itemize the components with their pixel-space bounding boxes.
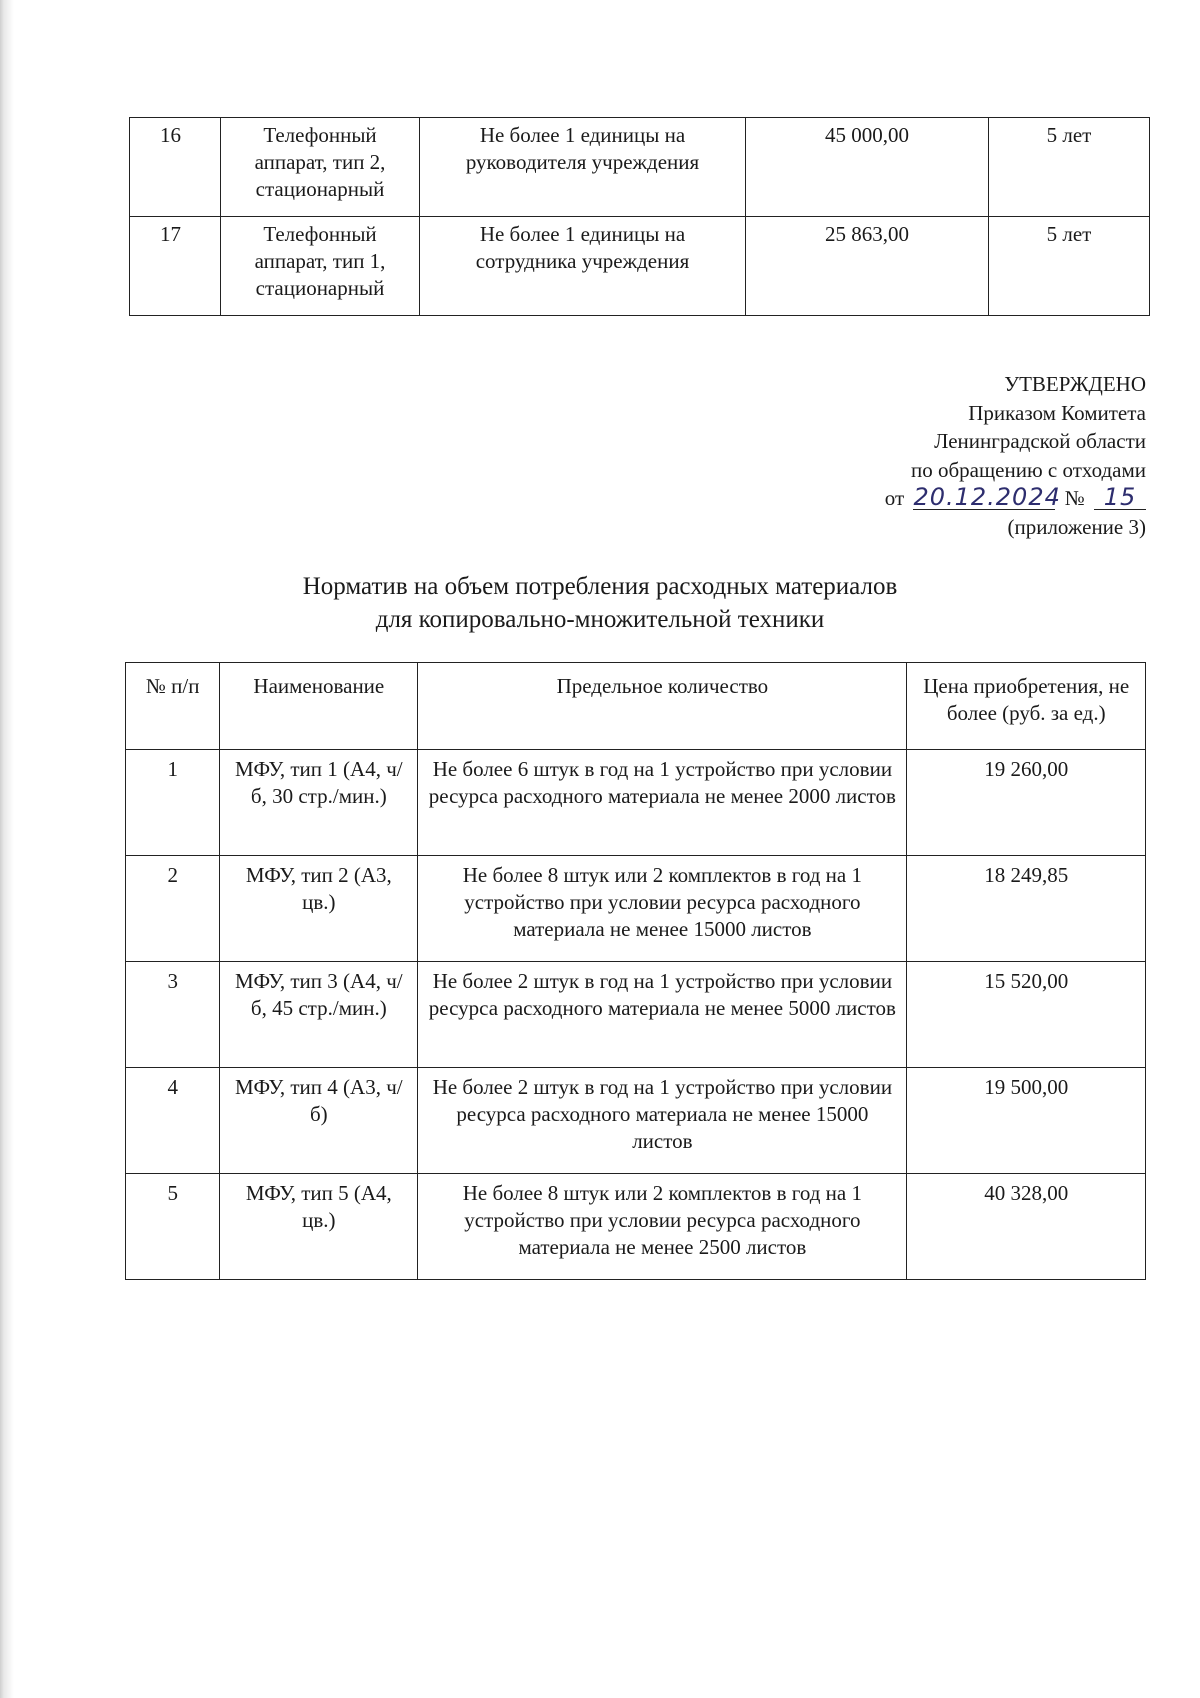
item-quantity: Не более 8 штук или 2 комплектов в год на 1 устройство при условии ресурса расходного материала не менее 15000 листов bbox=[418, 856, 907, 962]
item-name: МФУ, тип 4 (А3, ч/б) bbox=[220, 1068, 418, 1174]
title-line-2: для копировально-множительной техники bbox=[375, 606, 825, 633]
item-name: МФУ, тип 3 (А4, ч/б, 45 стр./мин.) bbox=[220, 962, 418, 1068]
appendix-note: (приложение 3) bbox=[1007, 514, 1146, 539]
date-prefix: от bbox=[884, 486, 905, 510]
table-row bbox=[130, 217, 1150, 316]
title-line-1: Норматив на объем потребления расходных материалов bbox=[302, 573, 898, 600]
item-price: 18 249,85 bbox=[907, 856, 1146, 962]
row-number: 2 bbox=[126, 856, 220, 962]
row-number: 4 bbox=[126, 1068, 220, 1174]
consumables-table bbox=[125, 662, 1146, 1280]
approval-line-1: Приказом Комитета bbox=[968, 400, 1146, 425]
item-term: 5 лет bbox=[989, 217, 1150, 316]
row-number: 3 bbox=[126, 962, 220, 1068]
table-header-row bbox=[126, 663, 1146, 750]
row-number: 16 bbox=[130, 118, 221, 217]
header-quantity: Предельное количество bbox=[418, 663, 907, 750]
approval-line-3: по обращению с отходами bbox=[911, 457, 1146, 482]
header-name: Наименование bbox=[220, 663, 418, 750]
item-name: Телефонный аппарат, тип 1, стационарный bbox=[221, 217, 420, 316]
handwritten-date: 20.12.2024 bbox=[913, 483, 1061, 511]
item-quantity: Не более 2 штук в год на 1 устройство при условии ресурса расходного материала не менее 5000 листов bbox=[418, 962, 907, 1068]
header-num: № п/п bbox=[126, 663, 220, 750]
item-price: 19 260,00 bbox=[907, 750, 1146, 856]
approval-date-line bbox=[885, 484, 1146, 513]
row-number: 1 bbox=[126, 750, 220, 856]
table-row bbox=[126, 750, 1146, 856]
item-name: МФУ, тип 5 (А4, цв.) bbox=[220, 1174, 418, 1280]
item-price: 25 863,00 bbox=[746, 217, 989, 316]
row-number: 17 bbox=[130, 217, 221, 316]
table-row bbox=[130, 118, 1150, 217]
scan-edge bbox=[0, 0, 14, 1698]
row-number: 5 bbox=[126, 1174, 220, 1280]
item-quantity: Не более 6 штук в год на 1 устройство при условии ресурса расходного материала не менее 2000 листов bbox=[418, 750, 907, 856]
table-row bbox=[126, 962, 1146, 1068]
item-term: 5 лет bbox=[989, 118, 1150, 217]
table-row bbox=[126, 1174, 1146, 1280]
table-row bbox=[126, 1068, 1146, 1174]
document-title bbox=[0, 570, 1200, 636]
handwritten-number: 15 bbox=[1094, 485, 1146, 510]
approval-status: УТВЕРЖДЕНО bbox=[1004, 372, 1146, 396]
item-price: 40 328,00 bbox=[907, 1174, 1146, 1280]
header-price: Цена приобретения, не более (руб. за ед.) bbox=[907, 663, 1146, 750]
item-name: МФУ, тип 2 (А3, цв.) bbox=[220, 856, 418, 962]
number-prefix: № bbox=[1064, 486, 1085, 510]
item-quantity: Не более 8 штук или 2 комплектов в год на 1 устройство при условии ресурса расходного материала не менее 2500 листов bbox=[418, 1174, 907, 1280]
item-quantity: Не более 1 единицы на сотрудника учреждения bbox=[420, 217, 746, 316]
item-name: МФУ, тип 1 (А4, ч/б, 30 стр./мин.) bbox=[220, 750, 418, 856]
item-name: Телефонный аппарат, тип 2, стационарный bbox=[221, 118, 420, 217]
item-price: 45 000,00 bbox=[746, 118, 989, 217]
approval-block bbox=[885, 370, 1146, 541]
item-price: 19 500,00 bbox=[907, 1068, 1146, 1174]
item-price: 15 520,00 bbox=[907, 962, 1146, 1068]
item-quantity: Не более 1 единицы на руководителя учреждения bbox=[420, 118, 746, 217]
approval-line-2: Ленинградской области bbox=[934, 429, 1146, 453]
continuation-table bbox=[129, 117, 1150, 316]
table-row bbox=[126, 856, 1146, 962]
item-quantity: Не более 2 штук в год на 1 устройство при условии ресурса расходного материала не менее 15000 листов bbox=[418, 1068, 907, 1174]
